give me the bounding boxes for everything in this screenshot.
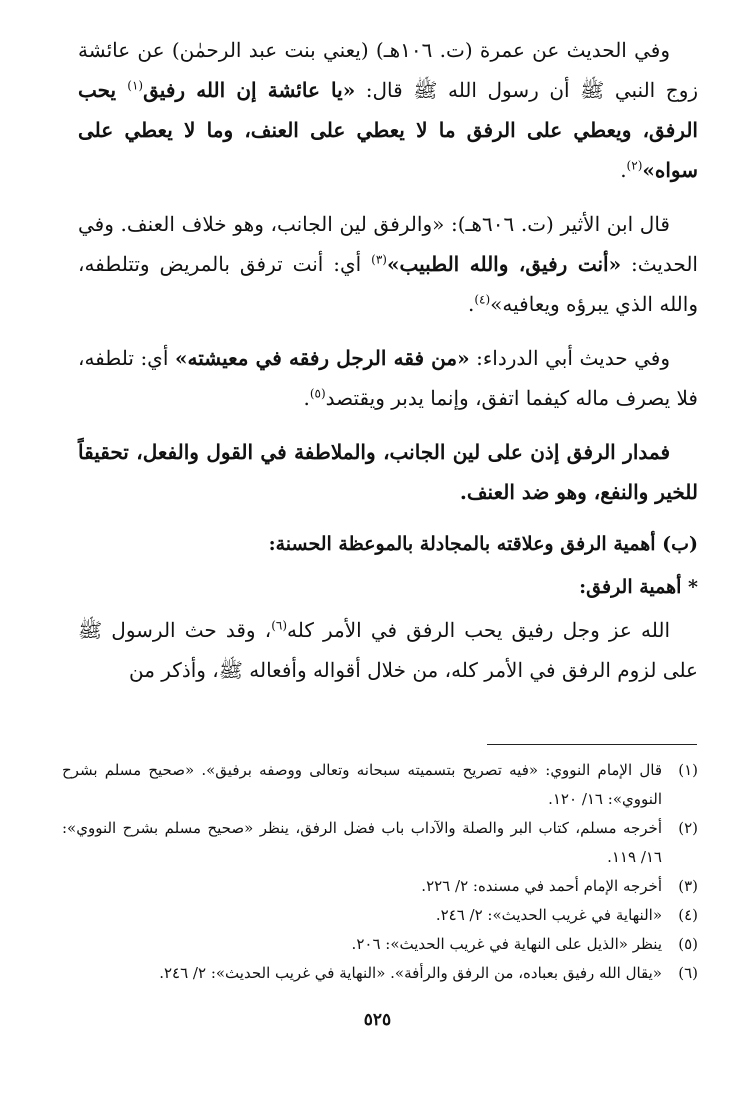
footnote [62, 901, 698, 930]
section-heading: (ب) أهمية الرفق وعلاقته بالمجادلة بالموعظة الحسنة: [268, 533, 698, 555]
footnote-number: (٤) [678, 906, 698, 924]
paragraph-conclusion [78, 432, 698, 512]
text-run: . [467, 292, 475, 316]
text-run: وفي حديث أبي الدرداء: [469, 346, 671, 370]
text-run: . [620, 158, 627, 182]
bold-text-run: «من فقه الرجل رفقه في معيشته» [174, 346, 470, 370]
footnote-ref[interactable]: (٢) [626, 158, 643, 173]
footnote-ref[interactable]: (٦) [271, 618, 288, 633]
footnote-ref[interactable]: (١) [127, 78, 144, 93]
text-run: . [303, 386, 310, 410]
footnote-number: (٥) [678, 935, 698, 953]
text-run: أي: أنت ترفق بالمريض وتتلطفه، والله الذي يبرؤه ويعافيه» [78, 252, 698, 316]
footnote [62, 814, 698, 872]
footnote-text: أخرجه مسلم، كتاب البر والصلة والآداب باب فضل الرفق، ينظر «صحيح مسلم بشرح النووي»: ١٦/ ١١٩. [62, 819, 662, 866]
paragraph-importance [78, 610, 698, 690]
footnote-text: «النهاية في غريب الحديث»: ٢/ ٢٤٦. [435, 906, 662, 924]
text-run: الله عز وجل رفيق يحب الرفق في الأمر كله [287, 618, 670, 642]
footnote-number: (٦) [678, 964, 698, 982]
footnote [62, 959, 698, 988]
bold-text-run: فمدار الرفق إذن على لين الجانب، والملاطفة في القول والفعل، تحقيقاً للخير والنفع، وهو ضد العنف. [78, 440, 698, 504]
text-run: أي: تلطفه، فلا يصرف ماله كيفما اتفق، وإنما يدبر ويقتصد [78, 346, 698, 410]
footnote [62, 930, 698, 959]
paragraph-abu-al-darda [78, 338, 698, 418]
footnote-divider [487, 744, 697, 745]
bold-text-run: يحب الرفق، ويعطي على الرفق ما لا يعطي على العنف، وما لا يعطي على سواه» [78, 78, 698, 182]
footnote-ref[interactable]: (٥) [309, 386, 326, 401]
footnote-text: «يقال الله رفيق بعباده، من الرفق والرأفة». «النهاية في غريب الحديث»: ٢/ ٢٤٦. [159, 964, 662, 982]
text-run: وفي الحديث عن عمرة (ت. ١٠٦هـ) (يعني بنت عبد الرحمٰن) عن عائشة زوج النبي ﷺ أن رسول الله ﷺ قال: [78, 38, 699, 102]
footnotes [62, 756, 698, 988]
page-number: ٥٢٥ [363, 1010, 392, 1030]
paragraph-hadith-aisha [78, 30, 698, 190]
footnote-text: أخرجه الإمام أحمد في مسنده: ٢/ ٢٢٦. [421, 877, 662, 895]
footnote [62, 756, 698, 814]
footnote-number: (١) [678, 761, 698, 779]
footnote-number: (٣) [678, 877, 698, 895]
bold-text-run: «يا عائشة إن الله رفيق [143, 78, 356, 102]
footnote-text: قال الإمام النووي: «فيه تصريح بتسميته سبحانه وتعالى ووصفه برفيق». «صحيح مسلم بشرح النووي»: ١٦/ ١٢٠. [62, 761, 662, 808]
text-run: ، وقد حث الرسول ﷺ على لزوم الرفق في الأمر كله، من خلال أقواله وأفعاله ﷺ، وأذكر من [78, 618, 698, 682]
main-text [78, 30, 698, 704]
bold-text-run: «أنت رفيق، والله الطبيب» [386, 252, 622, 276]
subheading: * أهمية الرفق: [579, 576, 698, 598]
footnote-ref[interactable]: (٣) [371, 252, 387, 267]
footnote-ref[interactable]: (٤) [474, 292, 491, 307]
footnote-text: ينظر «الذيل على النهاية في غريب الحديث»: ٢٠٦. [351, 935, 662, 953]
footnote [62, 872, 698, 901]
paragraph-ibn-al-athir [78, 204, 698, 324]
footnote-number: (٢) [678, 819, 698, 837]
text-run: قال ابن الأثير (ت. ٦٠٦هـ): «والرفق لين الجانب، وهو خلاف العنف. وفي الحديث: [78, 212, 698, 276]
